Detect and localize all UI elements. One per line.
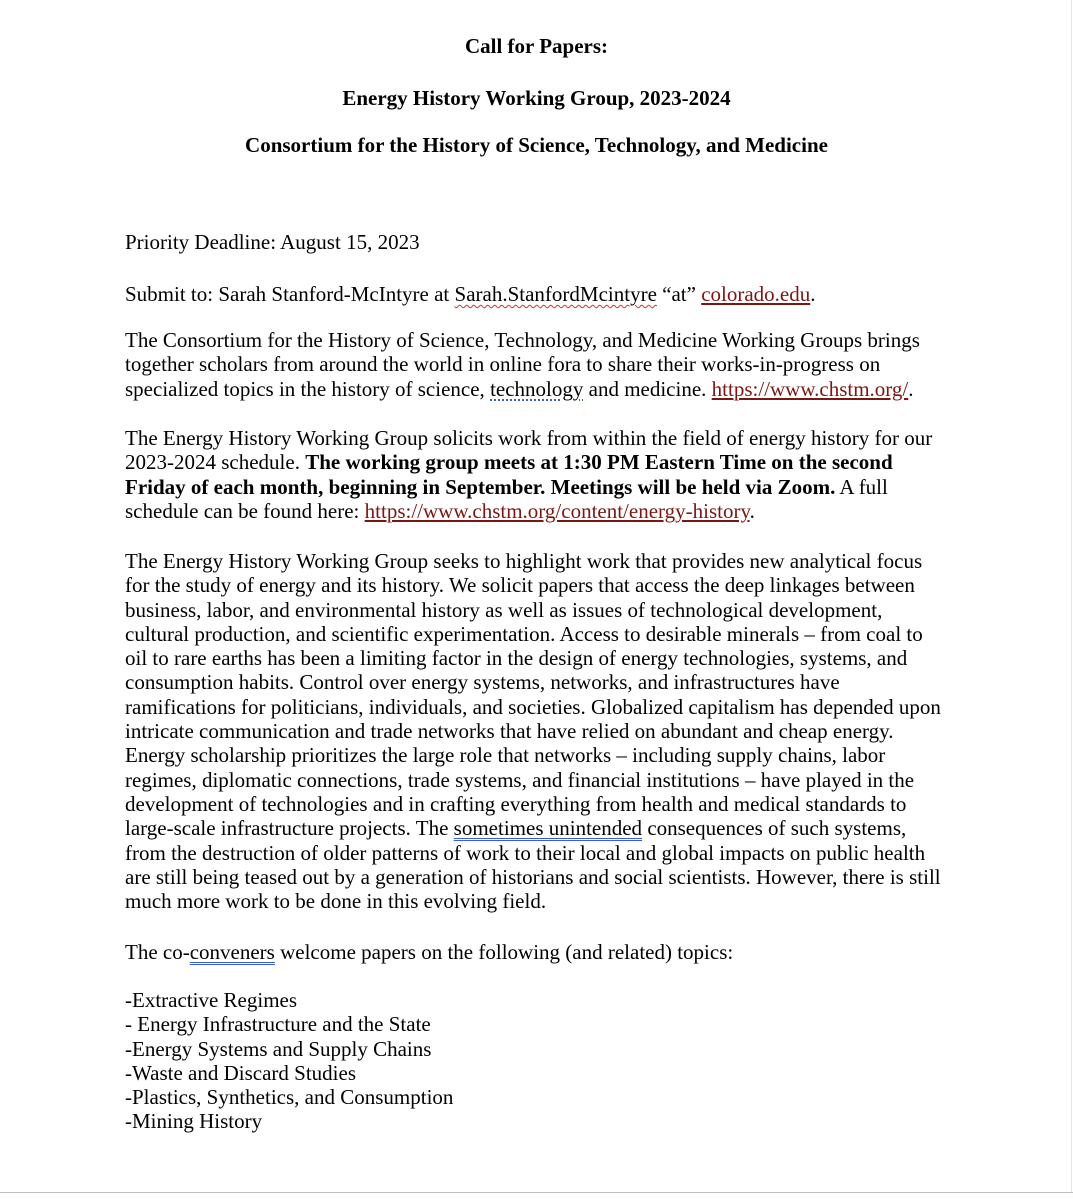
submit-contact-name: Sarah.StanfordMcintyre: [454, 282, 657, 306]
grammar-flagged-word: technology: [490, 376, 584, 401]
intro-text: .: [908, 376, 914, 401]
schedule-line: [125, 450, 955, 474]
list-item: -Extractive Regimes: [125, 988, 298, 1012]
focus-text: consequences of such systems,: [642, 816, 907, 841]
page-bottom-divider: [0, 1192, 1073, 1193]
list-item: -Mining History: [125, 1109, 263, 1134]
focus-line: [125, 816, 955, 840]
submit-line: [125, 282, 955, 306]
submit-domain-link[interactable]: colorado.edu: [701, 282, 811, 306]
schedule-text: 2023-2024 schedule.: [125, 450, 306, 475]
focus-line: oil to rare earths has been a limiting factor in the design of energy technologies, systems, and: [125, 646, 908, 671]
topics-intro: [125, 940, 955, 964]
schedule-text: schedule can be found here:: [125, 498, 365, 523]
grammar-flagged-phrase: sometimes unintended: [453, 816, 643, 841]
schedule-line: The Energy History Working Group solicits work from within the field of energy history for our: [125, 426, 933, 450]
meeting-details-bold: Friday of each month, beginning in September. Meetings will be held via Zoom.: [125, 474, 836, 499]
focus-line: consumption habits. Control over energy systems, networks, and infrastructures have: [125, 670, 840, 695]
list-item: -Waste and Discard Studies: [125, 1060, 356, 1085]
intro-line: [125, 377, 955, 401]
document-title: Call for Papers:: [464, 34, 609, 58]
focus-line: from the destruction of older patterns of work to their local and global impacts on public health: [125, 840, 926, 865]
submit-suffix: .: [810, 282, 816, 306]
intro-text: specialized topics in the history of science,: [125, 376, 491, 401]
chstm-website-link[interactable]: https://www.chstm.org/: [711, 376, 909, 401]
focus-line: Energy scholarship prioritizes the large role that networks – including supply chains, labor: [125, 743, 886, 768]
meeting-time-bold: The working group meets at 1:30 PM Eastern Time on the second: [305, 450, 893, 475]
intro-text: and medicine.: [583, 376, 712, 401]
focus-line: for the study of energy and its history. We solicit papers that access the deep linkages between: [125, 573, 915, 598]
grammar-flagged-word: conveners: [189, 940, 275, 964]
focus-line: are still being teased out by a generation of historians and social scientists. However, there is still: [125, 864, 941, 889]
schedule-line: [125, 475, 955, 499]
focus-text: large-scale infrastructure projects. The: [125, 816, 454, 841]
schedule-line: [125, 499, 955, 523]
submit-at: “at”: [656, 282, 702, 306]
page-edge-divider: [1071, 0, 1072, 1192]
focus-line: development of technologies and in crafting everything from health and medical standards to: [125, 791, 907, 816]
focus-line: much more work to be done in this evolving field.: [125, 889, 547, 914]
schedule-paragraph: [125, 426, 955, 523]
topics-intro-text: The co-: [125, 940, 190, 964]
focus-line: business, labor, and environmental history as well as issues of technological development,: [125, 597, 883, 622]
schedule-text: .: [749, 498, 755, 523]
focus-line: intricate communication and trade networks that have relied on abundant and cheap energy.: [125, 719, 894, 744]
focus-line: regimes, diplomatic connections, trade systems, and financial institutions – have played in the: [125, 767, 915, 792]
submit-prefix: Submit to: Sarah Stanford-McIntyre at: [125, 282, 455, 306]
focus-line: ramifications for politicians, individuals, and societies. Globalized capitalism has depended upon: [125, 694, 941, 719]
organization-heading: Consortium for the History of Science, Technology, and Medicine: [245, 133, 828, 157]
focus-line: cultural production, and scientific experimentation. Access to desirable minerals – from coal to: [125, 621, 923, 646]
focus-paragraph: [125, 549, 955, 913]
topics-intro-text: welcome papers on the following (and related) topics:: [274, 940, 734, 964]
energy-history-schedule-link[interactable]: https://www.chstm.org/content/energy-history: [364, 498, 750, 523]
schedule-text: A full: [835, 474, 888, 499]
list-item: -Plastics, Synthetics, and Consumption: [125, 1085, 454, 1110]
intro-line: together scholars from around the world in online fora to share their works-in-progress on: [125, 352, 881, 377]
intro-line: The Consortium for the History of Science, Technology, and Medicine Working Groups brings: [125, 328, 920, 352]
document-subtitle: Energy History Working Group, 2023-2024: [342, 86, 731, 110]
focus-line: The Energy History Working Group seeks to highlight work that provides new analytical focus: [125, 549, 923, 573]
list-item: -Energy Systems and Supply Chains: [125, 1036, 432, 1061]
list-item: - Energy Infrastructure and the State: [125, 1012, 431, 1037]
topics-list: [125, 988, 955, 1134]
priority-deadline: Priority Deadline: August 15, 2023: [125, 230, 420, 254]
intro-paragraph: [125, 328, 955, 401]
